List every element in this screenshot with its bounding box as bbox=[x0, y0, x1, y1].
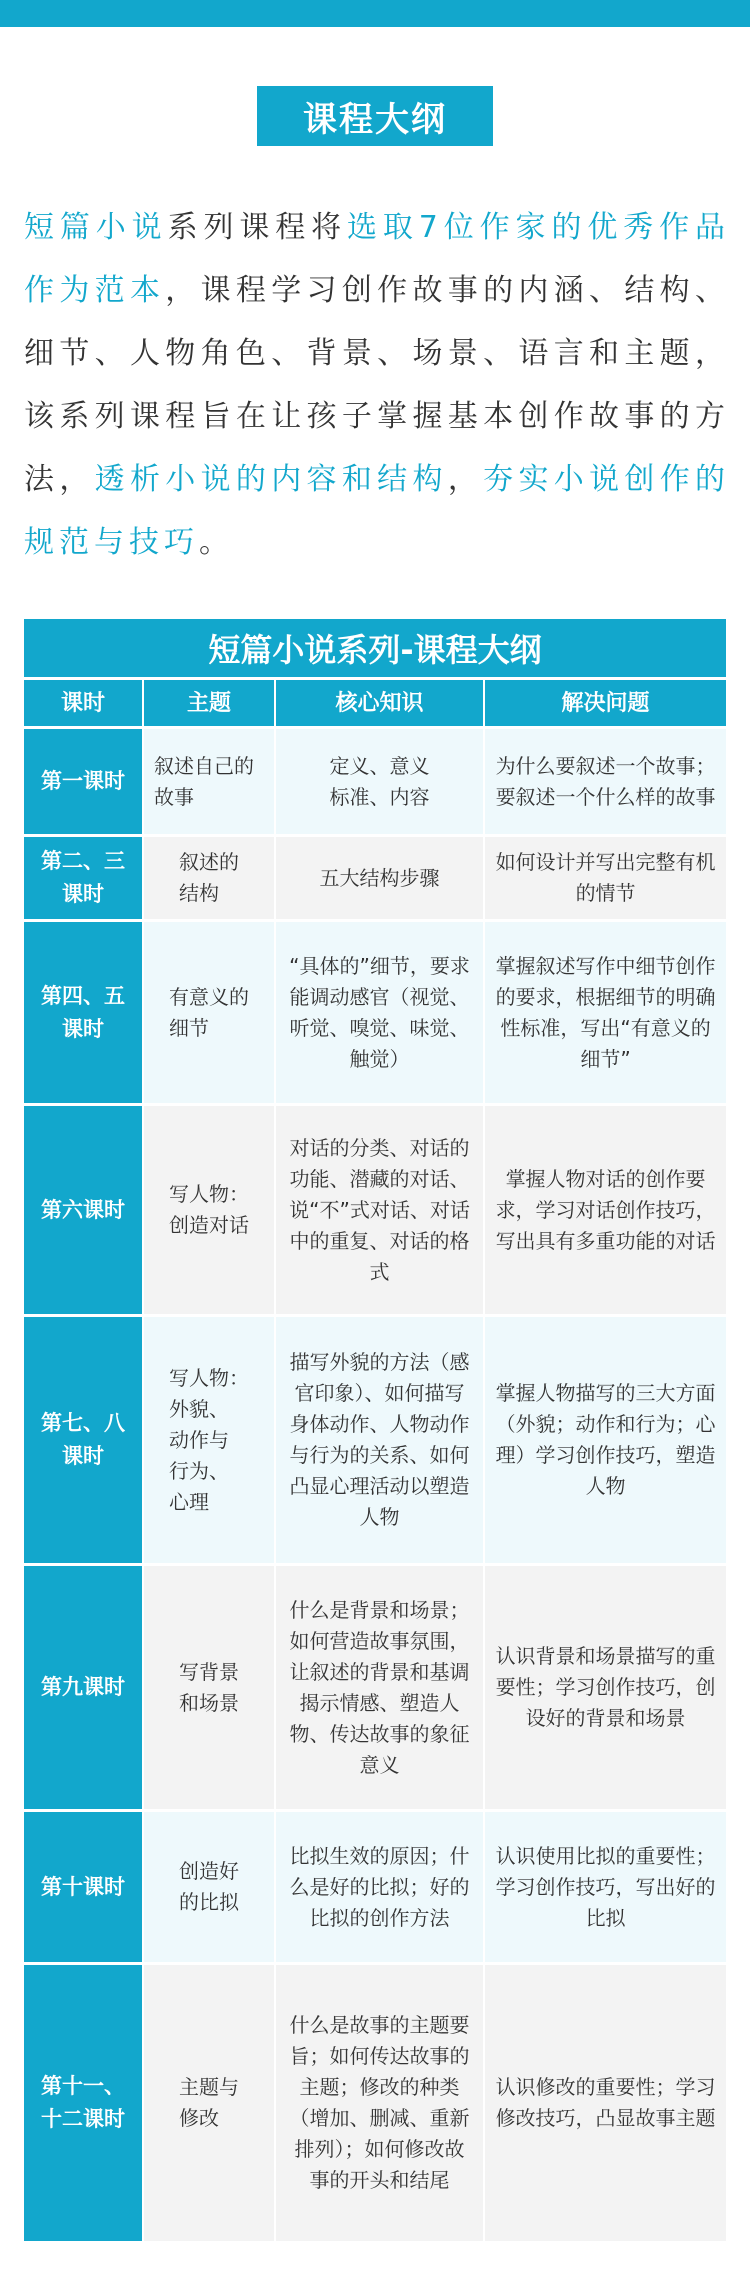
table-row bbox=[24, 1965, 726, 2241]
table-row bbox=[24, 1812, 726, 1962]
intro-highlight-1: 短篇小说 bbox=[24, 210, 168, 245]
lesson-cell: 第九课时 bbox=[24, 1566, 142, 1809]
knowledge-cell: 什么是故事的主题要旨；如何传达故事的主题；修改的种类（增加、删减、重新排列）；如何修改故事的开头和结尾 bbox=[276, 1965, 483, 2241]
intro-highlight-4: 夯实小说创作的规范与技巧 bbox=[24, 462, 731, 560]
problem-cell: 认识修改的重要性；学习修改技巧，凸显故事主题 bbox=[485, 1965, 726, 2241]
knowledge-cell: 描写外貌的方法（感官印象）、如何描写身体动作、人物动作与行为的关系、如何凸显心理活动以塑造人物 bbox=[276, 1317, 483, 1563]
header-problem: 解决问题 bbox=[561, 690, 650, 716]
table-row bbox=[24, 837, 726, 919]
knowledge-cell: 定义、意义 标准、内容 bbox=[276, 729, 483, 834]
problem-cell: 认识使用比拟的重要性；学习创作技巧，写出好的比拟 bbox=[485, 1812, 726, 1962]
topic-cell: 写人物： 创造对话 bbox=[144, 1106, 274, 1314]
intro-highlight-2: 选取7位作家的优秀作品作为范本 bbox=[24, 210, 731, 308]
header-lesson: 课时 bbox=[61, 690, 106, 716]
header-knowledge: 核心知识 bbox=[335, 690, 424, 716]
problem-cell: 掌握叙述写作中细节创作的要求，根据细节的明确性标准，写出“有意义的细节” bbox=[485, 922, 726, 1103]
lesson-cell: 第二、三课时 bbox=[24, 837, 142, 919]
intro-text-1: 系列课程将 bbox=[167, 210, 348, 245]
intro-paragraph bbox=[24, 196, 730, 574]
table-header-row bbox=[24, 680, 726, 726]
syllabus-table bbox=[24, 619, 726, 2241]
topic-cell: 创造好 的比拟 bbox=[144, 1812, 274, 1962]
intro-text-4: 。 bbox=[199, 525, 234, 560]
intro-text-2: ，课程学习创作故事的内涵、结构、细节、人物角色、背景、场景、语言和主题，该系列课程旨在让孩子掌握基本创作故事的方法， bbox=[24, 273, 731, 497]
table-row bbox=[24, 729, 726, 834]
topic-cell: 叙述的 结构 bbox=[144, 837, 274, 919]
topic-cell: 主题与 修改 bbox=[144, 1965, 274, 2241]
intro-text-3: ， bbox=[447, 462, 484, 497]
lesson-cell: 第十一、十二课时 bbox=[24, 1965, 142, 2241]
problem-cell: 如何设计并写出完整有机的情节 bbox=[485, 837, 726, 919]
knowledge-cell: 五大结构步骤 bbox=[276, 837, 483, 919]
lesson-cell: 第六课时 bbox=[24, 1106, 142, 1314]
lesson-cell: 第一课时 bbox=[24, 729, 142, 834]
knowledge-cell: 什么是背景和场景；如何营造故事氛围，让叙述的背景和基调揭示情感、塑造人物、传达故事的象征意义 bbox=[276, 1566, 483, 1809]
top-accent-bar bbox=[0, 0, 750, 27]
problem-cell: 掌握人物描写的三大方面（外貌；动作和行为；心理）学习创作技巧，塑造人物 bbox=[485, 1317, 726, 1563]
table-row bbox=[24, 1106, 726, 1314]
topic-cell: 写人物： 外貌、 动作与 行为、 心理 bbox=[144, 1317, 274, 1563]
topic-cell: 有意义的 细节 bbox=[144, 922, 274, 1103]
problem-cell: 为什么要叙述一个故事；要叙述一个什么样的故事 bbox=[485, 729, 726, 834]
knowledge-cell: 对话的分类、对话的功能、潜藏的对话、说“不”式对话、对话中的重复、对话的格式 bbox=[276, 1106, 483, 1314]
problem-cell: 认识背景和场景描写的重要性；学习创作技巧，创设好的背景和场景 bbox=[485, 1566, 726, 1809]
knowledge-cell: 比拟生效的原因；什么是好的比拟；好的比拟的创作方法 bbox=[276, 1812, 483, 1962]
intro-highlight-3: 透析小说的内容和结构 bbox=[94, 462, 448, 497]
table-body bbox=[24, 726, 726, 2241]
topic-cell: 写背景 和场景 bbox=[144, 1566, 274, 1809]
lesson-cell: 第七、八课时 bbox=[24, 1317, 142, 1563]
knowledge-cell: “具体的”细节，要求能调动感官（视觉、听觉、嗅觉、味觉、触觉） bbox=[276, 922, 483, 1103]
header-topic: 主题 bbox=[186, 690, 231, 716]
page-title: 课程大纲 bbox=[257, 86, 493, 146]
table-title: 短篇小说系列-课程大纲 bbox=[24, 619, 726, 677]
table-row bbox=[24, 1566, 726, 1809]
table-row bbox=[24, 922, 726, 1103]
topic-cell: 叙述自己的故事 bbox=[144, 729, 274, 834]
problem-cell: 掌握人物对话的创作要求，学习对话创作技巧，写出具有多重功能的对话 bbox=[485, 1106, 726, 1314]
lesson-cell: 第十课时 bbox=[24, 1812, 142, 1962]
lesson-cell: 第四、五课时 bbox=[24, 922, 142, 1103]
table-row bbox=[24, 1317, 726, 1563]
